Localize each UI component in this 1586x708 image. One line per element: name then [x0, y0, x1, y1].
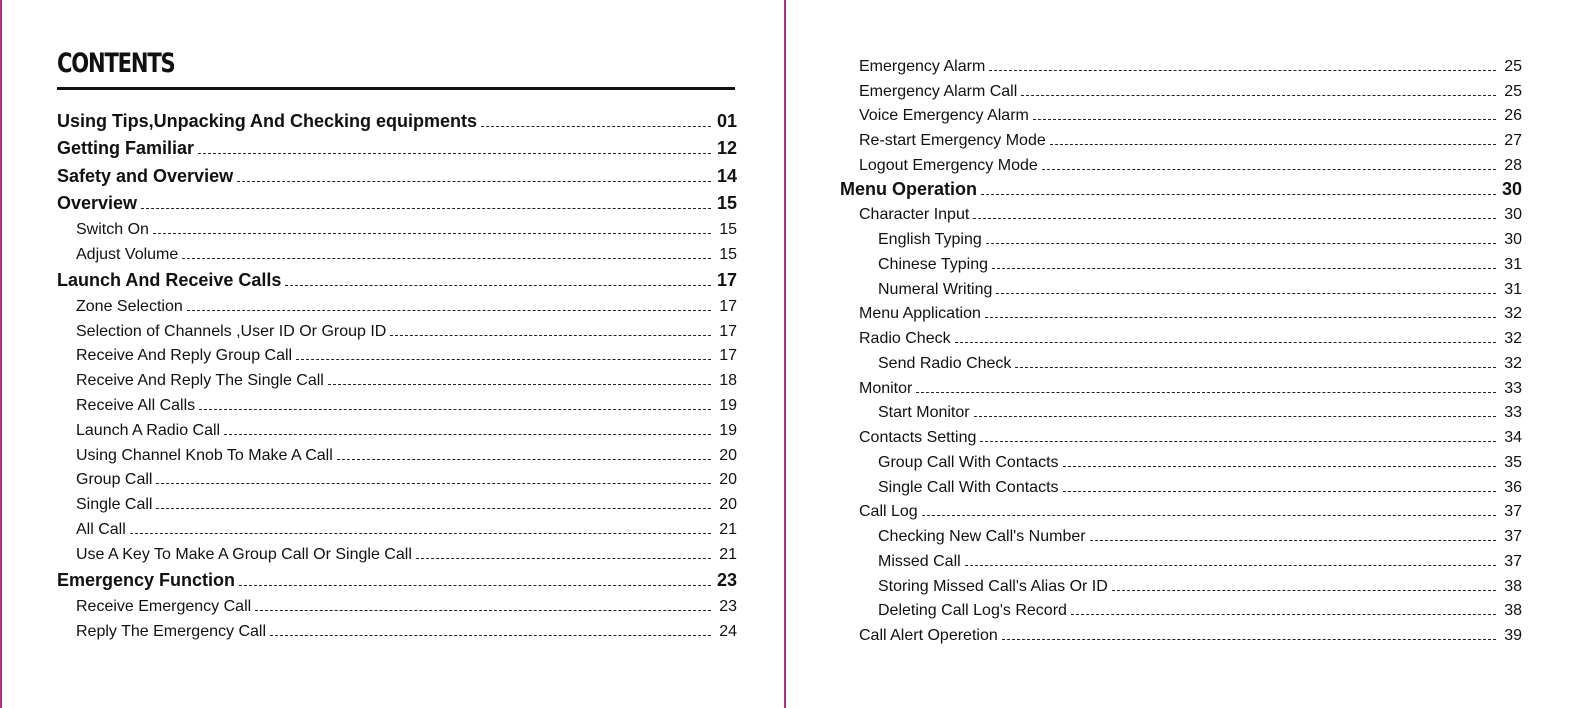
toc-entry [57, 187, 737, 215]
dotted-leader [992, 268, 1496, 269]
toc-entry [840, 497, 1522, 522]
dotted-leader [965, 565, 1496, 566]
toc-entry-label: Overview [57, 193, 138, 213]
toc-entry-label: Checking New Call's Number [878, 528, 1086, 545]
toc-page-number: 30 [1504, 231, 1522, 248]
toc-entry-label: Reply The Emergency Call [76, 622, 267, 640]
toc-entry [840, 125, 1522, 150]
toc-entry [840, 175, 1522, 200]
contents-title: CONTENTS [57, 48, 175, 79]
dotted-leader [270, 635, 711, 636]
toc-entry-label: Getting Familiar [57, 138, 195, 158]
dotted-leader [1033, 119, 1496, 120]
dotted-leader [328, 384, 711, 385]
dotted-leader [156, 483, 711, 484]
toc-entry [57, 264, 737, 292]
dotted-leader [156, 508, 711, 509]
dotted-leader [239, 585, 711, 586]
toc-entry-label: Single Call [76, 496, 153, 514]
toc-page-number: 17 [716, 270, 737, 291]
toc-entry-label: Launch A Radio Call [76, 421, 221, 439]
toc-entry [57, 539, 737, 564]
toc-page-number: 28 [1504, 156, 1522, 174]
toc-entry [840, 596, 1522, 621]
dotted-leader [1050, 144, 1496, 145]
toc-page-number: 34 [1504, 429, 1522, 446]
toc-entry [57, 291, 737, 316]
toc-list-left [57, 104, 737, 641]
toc-entry-label: Contacts Setting [859, 429, 977, 446]
dotted-leader [1063, 466, 1496, 467]
toc-entry [840, 76, 1522, 101]
dotted-leader [224, 434, 711, 435]
dotted-leader [296, 359, 711, 360]
toc-entry [57, 390, 737, 415]
toc-page-number: 30 [1501, 178, 1522, 199]
dotted-leader [1015, 367, 1496, 368]
dotted-leader [1042, 169, 1496, 170]
toc-page-number: 21 [719, 521, 737, 539]
toc-entry-label: Storing Missed Call's Alias Or ID [878, 577, 1108, 595]
dotted-leader [922, 515, 1496, 516]
toc-entry-label: Receive All Calls [76, 397, 196, 415]
dotted-leader [986, 243, 1496, 244]
dotted-leader [974, 416, 1496, 417]
toc-page-number: 39 [1504, 627, 1522, 644]
toc-entry-label: Safety and Overview [57, 165, 234, 186]
toc-entry [840, 546, 1522, 571]
toc-page-number: 15 [716, 193, 737, 213]
dotted-leader [199, 409, 711, 410]
toc-entry [840, 521, 1522, 546]
toc-page-number: 01 [716, 110, 737, 131]
toc-entry-label: Single Call With Contacts [878, 478, 1059, 496]
toc-page-number: 14 [716, 165, 737, 186]
toc-entry-label: Radio Check [859, 330, 951, 347]
dotted-leader [182, 258, 711, 259]
toc-page-number: 38 [1504, 577, 1522, 595]
left-page [0, 0, 790, 708]
dotted-leader [141, 208, 711, 209]
dotted-leader [916, 392, 1496, 393]
toc-entry-label: Adjust Volume [76, 245, 179, 263]
toc-entry-label: All Call [76, 521, 126, 539]
dotted-leader [285, 285, 711, 286]
toc-entry [57, 564, 737, 592]
toc-page-number: 15 [719, 245, 737, 263]
toc-entry [840, 101, 1522, 126]
toc-page-number: 17 [719, 297, 737, 315]
toc-entry-label: Deleting Call Log's Record [878, 602, 1067, 620]
toc-entry-label: Use A Key To Make A Group Call Or Single Call [76, 545, 412, 563]
toc-entry [57, 465, 737, 490]
dotted-leader [416, 558, 711, 559]
toc-entry-label: Call Log [859, 503, 918, 521]
toc-entry [57, 104, 737, 132]
toc-entry [840, 373, 1522, 398]
dotted-leader [1071, 614, 1496, 615]
toc-entry [840, 274, 1522, 299]
toc-page-number: 33 [1504, 379, 1522, 397]
toc-entry [840, 447, 1522, 472]
toc-entry-label: Switch On [76, 220, 149, 238]
toc-entry [840, 422, 1522, 447]
dotted-leader [390, 335, 711, 336]
toc-entry-label: Numeral Writing [878, 280, 993, 298]
toc-entry-label: Launch And Receive Calls [57, 270, 282, 291]
toc-page-number: 15 [719, 220, 737, 238]
toc-entry [840, 571, 1522, 596]
toc-entry [57, 159, 737, 187]
toc-page-number: 33 [1504, 404, 1522, 422]
toc-page-number: 37 [1504, 552, 1522, 570]
toc-entry-label: Voice Emergency Alarm [859, 107, 1029, 125]
toc-entry [840, 249, 1522, 274]
toc-page-number: 31 [1504, 280, 1522, 298]
dotted-leader [337, 459, 711, 460]
title-underline [57, 87, 735, 90]
toc-page-number: 36 [1504, 478, 1522, 496]
toc-entry-label: Start Monitor [878, 404, 970, 422]
toc-entry-label: Group Call With Contacts [878, 453, 1059, 471]
toc-entry [57, 316, 737, 341]
dotted-leader [237, 181, 711, 182]
toc-entry-label: Call Alert Operetion [859, 627, 998, 644]
toc-page-number: 21 [719, 545, 737, 563]
toc-page-number: 31 [1504, 255, 1522, 273]
toc-entry-label: Selection of Channels ,User ID Or Group ID [76, 322, 387, 340]
toc-page-number: 19 [719, 397, 737, 415]
toc-page-number: 20 [719, 471, 737, 489]
toc-entry-label: Menu Operation [840, 178, 978, 199]
dotted-leader [985, 317, 1496, 318]
dotted-leader [198, 153, 711, 154]
toc-entry [840, 472, 1522, 497]
dotted-leader [1063, 491, 1496, 492]
dotted-leader [1090, 540, 1496, 541]
toc-page-number: 19 [719, 421, 737, 439]
dotted-leader [255, 610, 711, 611]
toc-entry [840, 51, 1522, 76]
toc-entry [57, 341, 737, 366]
dotted-leader [153, 233, 711, 234]
toc-entry-label: Monitor [859, 379, 913, 397]
toc-page-number: 23 [719, 598, 737, 616]
toc-page-number: 20 [719, 446, 737, 464]
toc-entry-label: Receive Emergency Call [76, 598, 252, 616]
toc-page-number: 37 [1504, 503, 1522, 521]
toc-entry-label: Using Tips,Unpacking And Checking equipments [57, 110, 478, 131]
toc-entry-label: Missed Call [878, 552, 961, 570]
toc-entry-label: Receive And Reply Group Call [76, 347, 293, 365]
toc-entry-label: Send Radio Check [878, 354, 1012, 372]
toc-entry-label: Emergency Function [57, 570, 236, 591]
toc-entry-label: Receive And Reply The Single Call [76, 372, 324, 390]
toc-entry [57, 132, 737, 160]
dotted-leader [996, 293, 1496, 294]
toc-page-number: 32 [1504, 354, 1522, 372]
toc-entry-label: Logout Emergency Mode [859, 156, 1038, 174]
toc-entry [57, 440, 737, 465]
toc-entry [840, 200, 1522, 225]
toc-page-number: 20 [719, 496, 737, 514]
toc-entry [840, 620, 1522, 645]
toc-entry [57, 514, 737, 539]
toc-page-number: 24 [719, 622, 737, 640]
dotted-leader [981, 194, 1496, 195]
toc-page-number: 25 [1504, 82, 1522, 100]
toc-entry [840, 299, 1522, 324]
dotted-leader [955, 342, 1496, 343]
toc-page-number: 25 [1504, 57, 1522, 75]
right-page [792, 0, 1586, 708]
toc-page-number: 38 [1504, 602, 1522, 620]
toc-entry-label: Chinese Typing [878, 255, 988, 273]
dotted-leader [989, 70, 1496, 71]
toc-page-number: 12 [716, 138, 737, 158]
toc-list-right [840, 51, 1522, 645]
dotted-leader [130, 533, 711, 534]
dotted-leader [187, 310, 711, 311]
toc-page-number: 35 [1504, 453, 1522, 471]
toc-entry-label: Re-start Emergency Mode [859, 132, 1046, 149]
dotted-leader [1112, 590, 1496, 591]
toc-entry-label: Group Call [76, 471, 153, 489]
toc-page-number: 26 [1504, 107, 1522, 125]
toc-entry [840, 398, 1522, 423]
toc-entry [57, 415, 737, 440]
toc-page-number: 32 [1504, 330, 1522, 347]
toc-page-number: 30 [1504, 206, 1522, 224]
toc-page-number: 23 [716, 570, 737, 591]
toc-entry-label: Emergency Alarm Call [859, 82, 1018, 100]
toc-page-number: 17 [719, 347, 737, 365]
toc-entry-label: Using Channel Knob To Make A Call [76, 446, 333, 464]
toc-entry-label: Character Input [859, 206, 970, 224]
dotted-leader [1002, 639, 1496, 640]
toc-entry [57, 591, 737, 616]
dotted-leader [980, 441, 1496, 442]
toc-entry-label: Zone Selection [76, 297, 183, 315]
dotted-leader [481, 126, 711, 127]
toc-entry [840, 323, 1522, 348]
toc-entry [57, 239, 737, 264]
toc-page-number: 18 [719, 372, 737, 390]
toc-entry [57, 214, 737, 239]
toc-entry [57, 489, 737, 514]
toc-page-number: 17 [719, 322, 737, 340]
toc-entry [57, 365, 737, 390]
dotted-leader [973, 218, 1496, 219]
toc-page-number: 37 [1504, 528, 1522, 545]
toc-entry [57, 616, 737, 641]
dotted-leader [1021, 95, 1496, 96]
toc-entry-label: Menu Application [859, 305, 981, 323]
toc-page-number: 27 [1504, 132, 1522, 149]
toc-page-number: 32 [1504, 305, 1522, 323]
toc-entry-label: English Typing [878, 231, 982, 248]
toc-entry [840, 348, 1522, 373]
toc-entry [840, 150, 1522, 175]
toc-entry [840, 224, 1522, 249]
toc-entry-label: Emergency Alarm [859, 57, 986, 75]
